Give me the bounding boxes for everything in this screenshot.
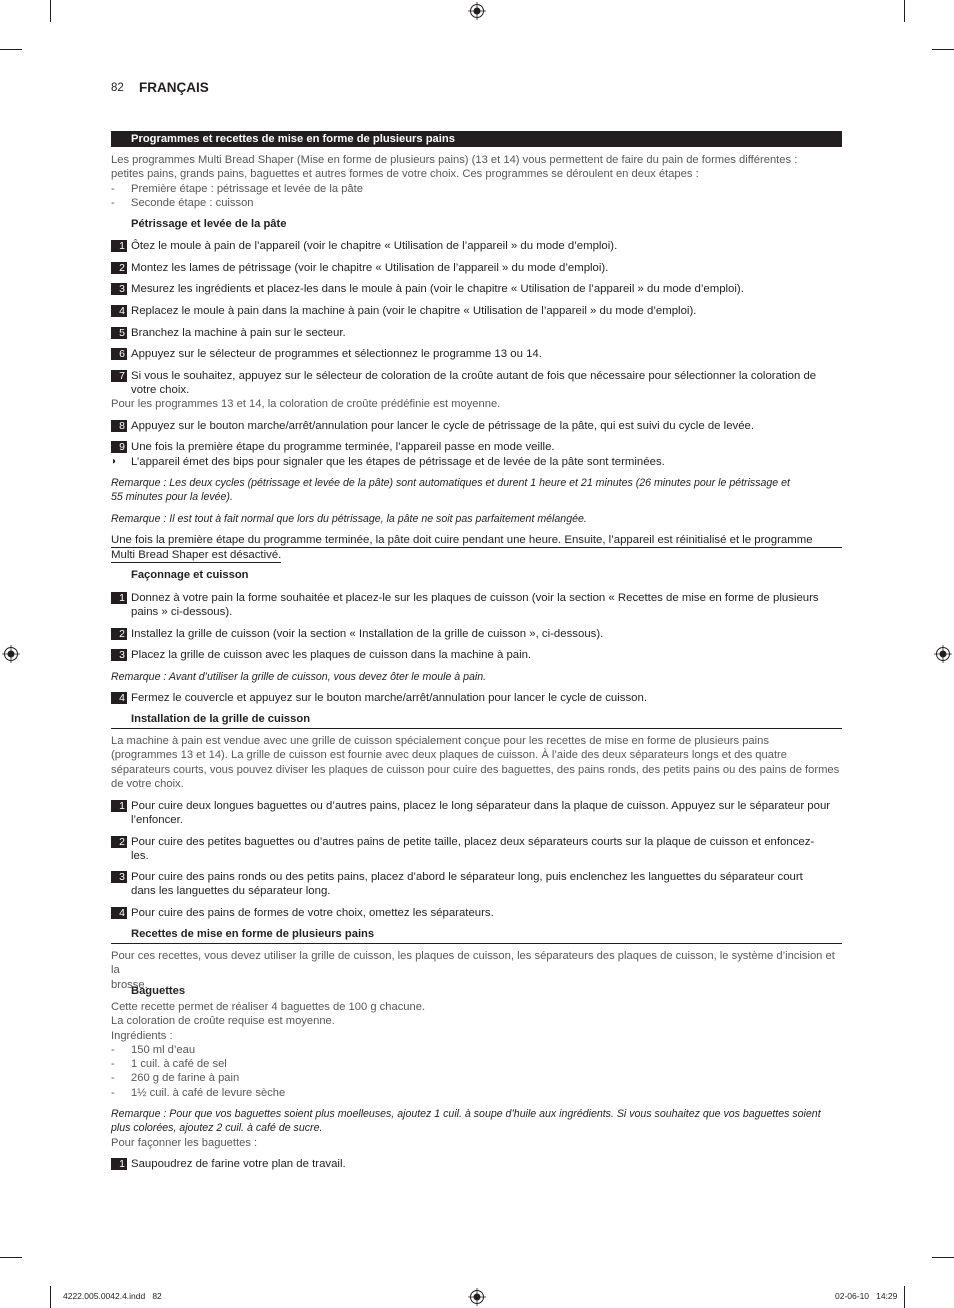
baguettes-intro: Cette recette permet de réaliser 4 baguettes de 100 g chacune. La coloration de croûte requise est moyenne. Ingrédients : xyxy=(111,1001,426,1042)
underlined-paragraph: Une fois la première étape du programme terminée, la pâte doit cuire pendant une heure. Ensuite, l’appareil est réinitialisé et le programme Multi Bread Shaper est désactivé. xyxy=(111,533,842,563)
step-text: Fermez le couvercle et appuyez sur le bouton marche/arrêt/annulation pour lancer le cycle de cuisson. xyxy=(131,692,648,704)
step-number: 8 xyxy=(111,420,127,432)
step-number: 1 xyxy=(111,240,127,252)
crop-mark xyxy=(932,1257,954,1258)
crop-mark xyxy=(50,1286,51,1308)
subheading-kneading: Pétrissage et levée de la pâte xyxy=(131,218,287,230)
step-number: 1 xyxy=(111,592,127,604)
step-number: 4 xyxy=(111,907,127,919)
step-text: Si vous le souhaitez, appuyez sur le sélecteur de coloration de la croûte autant de fois que nécessaire pour sélectionner la coloration de votre choix. xyxy=(131,370,817,397)
subheading-baguettes: Baguettes xyxy=(131,985,186,997)
section-title: Programmes et recettes de mise en forme de plusieurs pains xyxy=(131,133,455,145)
step-number: 2 xyxy=(111,628,127,640)
step-text: Pour cuire des pains de formes de votre choix, omettez les séparateurs. xyxy=(131,907,494,919)
step-text: Installez la grille de cuisson (voir la section « Installation de la grille de cuisson », ci-dessous). xyxy=(131,628,604,640)
result-arrow-icon: ◗ xyxy=(111,456,118,467)
step-number: 7 xyxy=(111,370,127,382)
recipes-paragraph: Pour ces recettes, vous devez utiliser la grille de cuisson, les plaques de cuisson, les séparateurs des plaques de cuisson, le système d’incision et la brosse. xyxy=(111,950,835,991)
step-text: Montez les lames de pétrissage (voir le chapitre « Utilisation de l’appareil » du mode d’emploi). xyxy=(131,262,609,274)
step-number: 3 xyxy=(111,649,127,661)
remark: Remarque : Les deux cycles (pétrissage et levée de la pâte) sont automatiques et durent 1 heure et 21 minutes (26 minutes pour le pétrissage et 55 minutes pour la levée). xyxy=(111,477,790,503)
step-text: Saupoudrez de farine votre plan de travail. xyxy=(131,1158,346,1170)
step-number: 2 xyxy=(111,836,127,848)
step-number: 2 xyxy=(111,262,127,274)
footer-date: 02-06-10 14:29 xyxy=(835,1291,898,1301)
step-text: Pour cuire des petites baguettes ou d’autres pains de petite taille, placez deux séparateurs courts sur la plaque de cuisson et enfoncez- les. xyxy=(131,836,815,863)
step-text: Placez la grille de cuisson avec les plaques de cuisson dans la machine à pain. xyxy=(131,649,532,661)
step-number: 4 xyxy=(111,305,127,317)
remark: Remarque : Avant d’utiliser la grille de cuisson, vous devez ôter le moule à pain. xyxy=(111,671,487,683)
step-number: 5 xyxy=(111,327,127,339)
subheading-grid-install: Installation de la grille de cuisson xyxy=(131,713,311,725)
subheading-recipes: Recettes de mise en forme de plusieurs pains xyxy=(131,928,375,940)
result-text: L’appareil émet des bips pour signaler que les étapes de pétrissage et de levée de la pâte sont terminées. xyxy=(131,456,665,468)
remark: Remarque : Il est tout à fait normal que lors du pétrissage, la pâte ne soit pas parfaitement mélangée. xyxy=(111,513,587,525)
step-text: Replacez le moule à pain dans la machine à pain (voir le chapitre « Utilisation de l’appareil » du mode d’emploi). xyxy=(131,305,697,317)
step-number: 9 xyxy=(111,441,127,453)
intro-paragraph xyxy=(111,153,842,182)
subheading-shaping: Façonnage et cuisson xyxy=(131,569,249,581)
crop-mark xyxy=(50,0,51,22)
step-number: 3 xyxy=(111,871,127,883)
step-number: 1 xyxy=(111,1158,127,1170)
step-note: Pour les programmes 13 et 14, la coloration de croûte prédéfinie est moyenne. xyxy=(111,398,501,410)
step-text: Donnez à votre pain la forme souhaitée et placez-le sur les plaques de cuisson (voir la section « Recettes de mise en forme de plusieurs pains » ci-dessous). xyxy=(131,592,819,619)
step-text: Pour cuire des pains ronds ou des petits pains, placez d’abord le séparateur long, puis enclenchez les languettes du séparateur court dans les languettes du séparateur long. xyxy=(131,871,803,898)
registration-mark-icon xyxy=(468,2,486,20)
crop-mark xyxy=(904,1286,905,1308)
section-title-bar xyxy=(111,131,842,147)
crop-mark xyxy=(0,1257,22,1258)
intro-line: petites pains, grands pains, baguettes et autres formes de votre choix. Ces programmes se déroulent en deux étapes : xyxy=(111,168,699,181)
step-text: Mesurez les ingrédients et placez-les dans le moule à pain (voir le chapitre « Utilisation de l’appareil » du mode d’emploi). xyxy=(131,283,744,295)
language-title: FRANÇAIS xyxy=(139,80,209,95)
step-text: Pour cuire deux longues baguettes ou d’autres pains, placez le long séparateur dans la plaque de cuisson. Appuyez sur le séparateur pour l’enfoncer. xyxy=(131,800,831,827)
footer-file: 4222.005.0042.4.indd 82 xyxy=(63,1291,162,1301)
step-text: Appuyez sur le bouton marche/arrêt/annulation pour lancer le cycle de pétrissage de la pâte, qui est suivi du cycle de levée. xyxy=(131,420,755,432)
registration-mark-icon xyxy=(2,645,20,663)
crop-mark xyxy=(904,0,905,22)
crop-mark xyxy=(932,49,954,50)
step-number: 1 xyxy=(111,800,127,812)
step-number: 3 xyxy=(111,283,127,295)
step-text: Branchez la machine à pain sur le secteur. xyxy=(131,327,346,339)
page-number: 82 xyxy=(111,82,124,94)
registration-mark-icon xyxy=(934,645,952,663)
remark: Remarque : Pour que vos baguettes soient plus moelleuses, ajoutez 1 cuil. à soupe d’huile aux ingrédients. Si vous souhaitez que vos baguettes soient plus colorées, ajoutez 2 cuil. à café de sucre. xyxy=(111,1108,821,1134)
step-number: 6 xyxy=(111,348,127,360)
crop-mark xyxy=(0,49,22,50)
step-text: Appuyez sur le sélecteur de programmes et sélectionnez le programme 13 ou 14. xyxy=(131,348,542,360)
intro-line: Les programmes Multi Bread Shaper (Mise en forme de plusieurs pains) (13 et 14) vous permettent de faire du pain de formes différentes : xyxy=(111,154,798,166)
step-number: 4 xyxy=(111,692,127,704)
step-text: Ôtez le moule à pain de l’appareil (voir le chapitre « Utilisation de l’appareil » du mode d’emploi). xyxy=(131,240,618,252)
grid-install-paragraph: La machine à pain est vendue avec une grille de cuisson spécialement conçue pour les recettes de mise en forme de plusieurs pains (programmes 13 et 14). La grille de cuisson est fournie avec deux plaques de cuisson. À l’aide des deux séparateurs longs et des quatre séparateurs courts, vous pouvez diviser les plaques de cuisson pour cuire des baguettes, des pains ronds, des petits pains ou des pains de formes de votre choix. xyxy=(111,735,840,791)
shape-intro: Pour façonner les baguettes : xyxy=(111,1137,258,1149)
step-text: Une fois la première étape du programme terminée, l’appareil passe en mode veille. xyxy=(131,441,555,453)
registration-mark-icon xyxy=(468,1288,486,1306)
